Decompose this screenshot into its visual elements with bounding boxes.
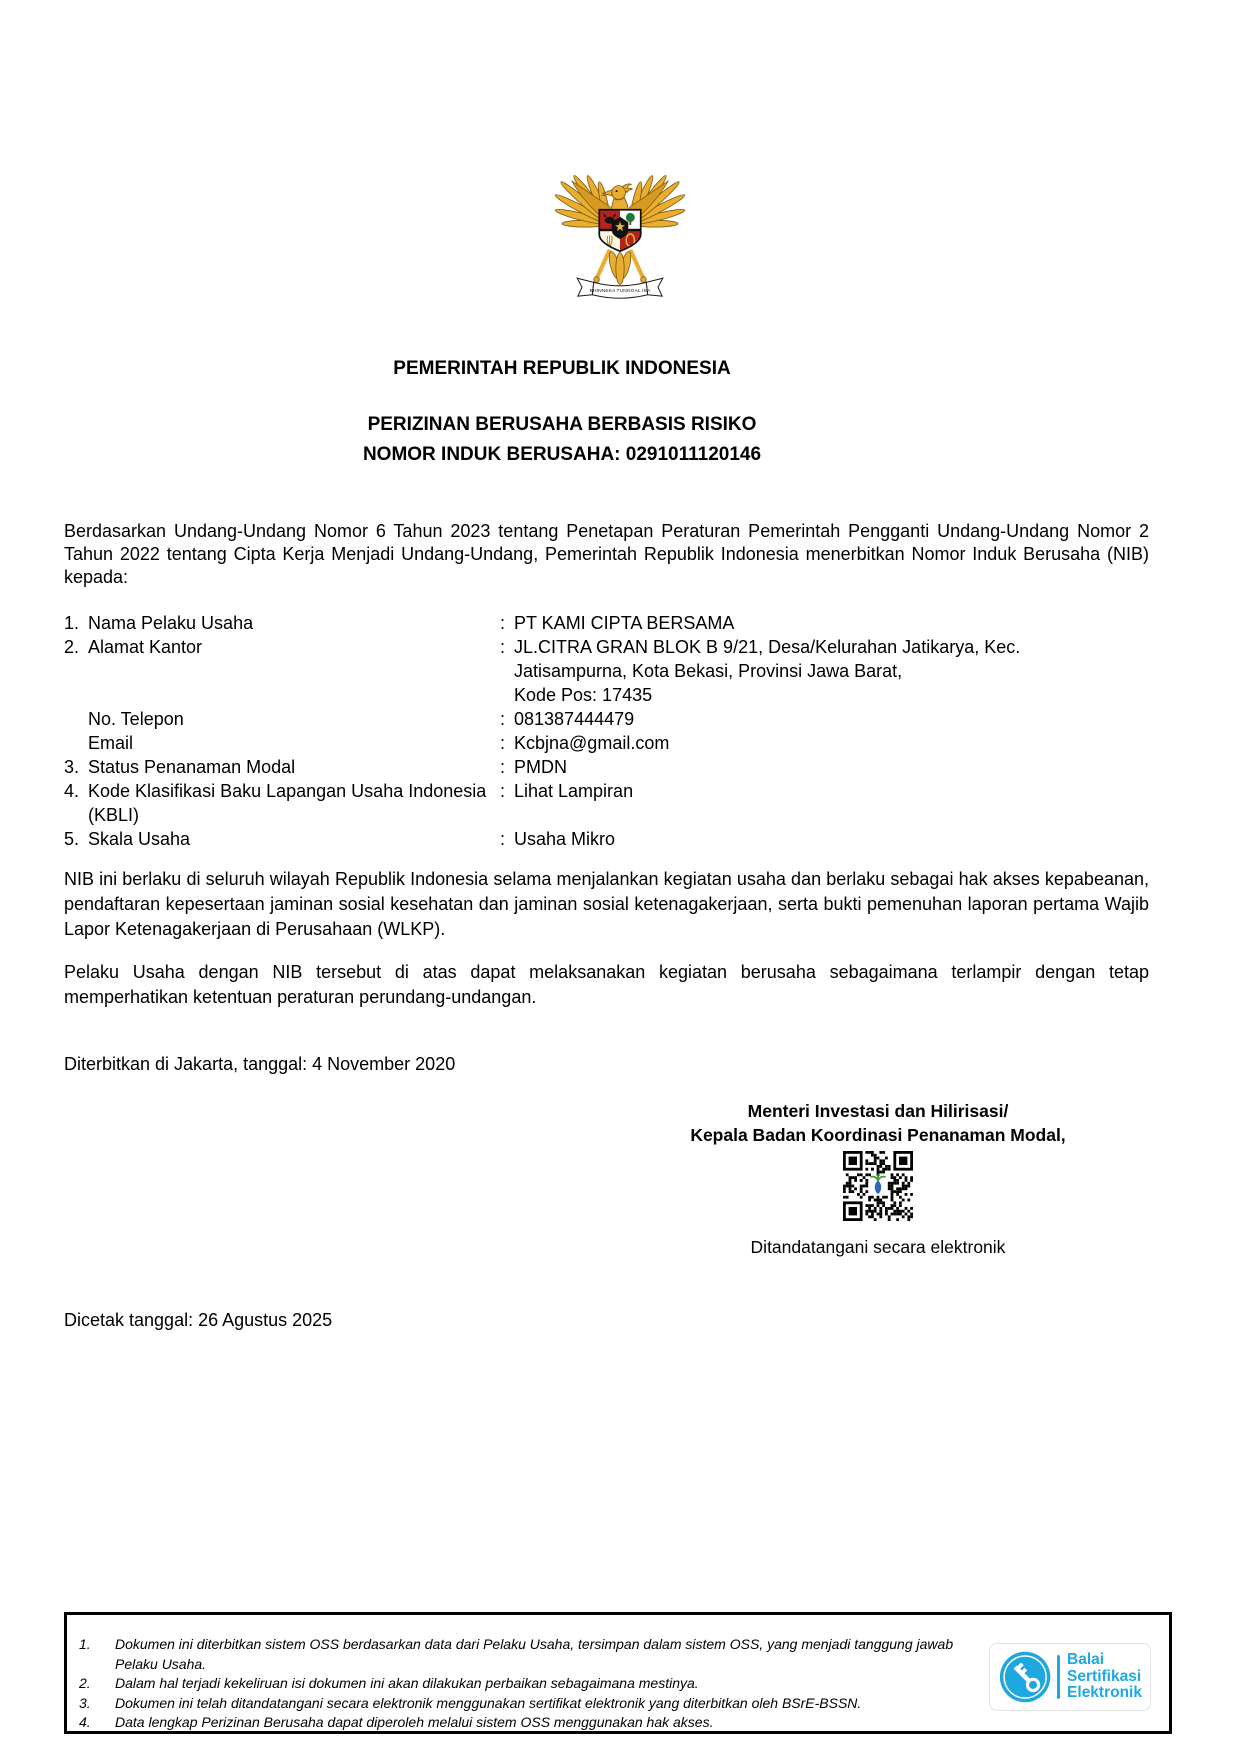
bsre-divider <box>1057 1655 1060 1699</box>
field-row-telepon: No. Telepon : 081387444479 <box>64 707 1149 731</box>
bsre-logo <box>989 1643 1151 1711</box>
note-line: Dokumen ini telah ditandatangani secara elektronik menggunakan sertifikat elektronik yang diterbitkan oleh BSrE-BSSN. <box>115 1694 862 1711</box>
intro-paragraph: Berdasarkan Undang-Undang Nomor 6 Tahun 2023 tentang Penetapan Peraturan Pemerintah Pengganti Undang-Undang Nomor 2 Tahun 2022 tentang Cipta Kerja Menjadi Undang-Undang, Pemerintah Republik Indonesia menerbitkan Nomor Induk Berusaha (NIB) kepada: <box>64 521 1149 587</box>
field-label: Status Penanaman Modal <box>88 757 296 777</box>
field-label: Email <box>88 733 134 753</box>
obligation-paragraph: Pelaku Usaha dengan NIB tersebut di atas dapat melaksanakan kegiatan berusaha sebagaimana terlampir dengan tetap memperhatikan ketentuan peraturan perundang-undangan. <box>64 962 1149 1007</box>
signer-title-line2: Kepala Badan Koordinasi Penanaman Modal, <box>690 1125 1066 1145</box>
government-title: PEMERINTAH REPUBLIK INDONESIA <box>393 358 731 379</box>
field-label: No. Telepon <box>88 709 184 729</box>
field-label: Nama Pelaku Usaha <box>88 613 254 633</box>
field-label: Skala Usaha <box>88 829 191 849</box>
footer-notes <box>79 1635 953 1733</box>
footer-note: 4. Data lengkap Perizinan Berusaha dapat diperoleh melalui sistem OSS menggunakan hak akses. <box>79 1713 953 1733</box>
field-value: Kode Pos: 17435 <box>514 685 653 705</box>
issued-line: Diterbitkan di Jakarta, tanggal: 4 November 2020 <box>64 1054 456 1074</box>
field-row-email: Email : Kcbjna@gmail.com <box>64 731 1149 755</box>
nib-number-line: NOMOR INDUK BERUSAHA: 0291011120146 <box>362 444 762 465</box>
emblem-container <box>0 146 1240 304</box>
field-list <box>64 611 1149 851</box>
footer-note: 3. Dokumen ini telah ditandatangani secara elektronik menggunakan sertifikat elektronik yang diterbitkan oleh BSrE-BSSN. <box>79 1694 953 1714</box>
field-value: Lihat Lampiran <box>514 781 634 801</box>
footer-note: 2. Dalam hal terjadi kekeliruan isi dokumen ini akan dilakukan perbaikan sebagaimana mestinya. <box>79 1674 953 1694</box>
signature-block <box>618 1099 1138 1258</box>
field-row-kbli: 4. Kode Klasifikasi Baku Lapangan Usaha Indonesia (KBLI) : Lihat Lampiran <box>64 779 1149 827</box>
footer-notes-box <box>64 1612 1172 1734</box>
footer-note: 1. Dokumen ini diterbitkan sistem OSS berdasarkan data dari Pelaku Usaha, tersimpan dalam sistem OSS, yang menjadi tanggung jawab Pelaku Usaha. <box>79 1635 953 1674</box>
note-line: Pelaku Usaha. <box>115 1655 207 1672</box>
field-value: Kcbjna@gmail.com <box>514 733 670 753</box>
validity-paragraph: NIB ini berlaku di seluruh wilayah Republik Indonesia selama menjalankan kegiatan usaha dan berlaku sebagai hak akses kepabeanan, pendaftaran kepesertaan jaminan sosial kesehatan dan jaminan sosial ketenagakerjaan, serta bukti pemenuhan laporan pertama Wajib Lapor Ketenagakerjaan di Perusahaan (WLKP). <box>64 869 1149 939</box>
field-value: Jatisampurna, Kota Bekasi, Provinsi Jawa Barat, <box>514 661 903 681</box>
field-value: 081387444479 <box>514 709 635 729</box>
field-row-skala: 5. Skala Usaha : Usaha Mikro <box>64 827 1149 851</box>
document-title: PERIZINAN BERUSAHA BERBASIS RISIKO <box>367 414 757 435</box>
note-line: Data lengkap Perizinan Berusaha dapat diperoleh melalui sistem OSS menggunakan hak akses. <box>115 1714 714 1730</box>
bsre-label: Balai Sertifikasi Elektronik <box>1067 1651 1142 1702</box>
garuda-pancasila-icon <box>544 146 696 304</box>
qr-code <box>843 1151 913 1221</box>
field-value: PMDN <box>514 757 567 777</box>
note-line: Dalam hal terjadi kekeliruan isi dokumen ini akan dilakukan perbaikan sebagaimana mestinya. <box>115 1675 699 1691</box>
field-row-alamat: 2. Alamat Kantor : JL.CITRA GRAN BLOK B 9/21, Desa/Kelurahan Jatikarya, Kec. Jatisampurna, Kota Bekasi, Provinsi Jawa Barat, Kode Pos: 17435 <box>64 635 1149 707</box>
field-value: Usaha Mikro <box>514 829 616 849</box>
field-label: Alamat Kantor <box>88 637 203 657</box>
field-value: JL.CITRA GRAN BLOK B 9/21, Desa/Kelurahan Jatikarya, Kec. <box>514 637 1021 657</box>
signer-title-line1: Menteri Investasi dan Hilirisasi/ <box>747 1101 1009 1121</box>
field-label: (KBLI) <box>88 805 140 825</box>
field-row-nama: 1. Nama Pelaku Usaha : PT KAMI CIPTA BERSAMA <box>64 611 1149 635</box>
printed-line: Dicetak tanggal: 26 Agustus 2025 <box>64 1310 333 1330</box>
field-value: PT KAMI CIPTA BERSAMA <box>514 613 735 633</box>
note-line: Dokumen ini diterbitkan sistem OSS berdasarkan data dari Pelaku Usaha, tersimpan dalam sistem OSS, yang menjadi tanggung jawab <box>115 1636 954 1652</box>
field-label: Kode Klasifikasi Baku Lapangan Usaha Indonesia <box>88 781 487 801</box>
field-row-status-modal: 3. Status Penanaman Modal : PMDN <box>64 755 1149 779</box>
esign-note: Ditandatangani secara elektronik <box>750 1237 1006 1257</box>
bsre-key-icon <box>998 1648 1052 1706</box>
emblem-motto: BHINNEKA TUNGGAL IKA <box>589 289 651 295</box>
